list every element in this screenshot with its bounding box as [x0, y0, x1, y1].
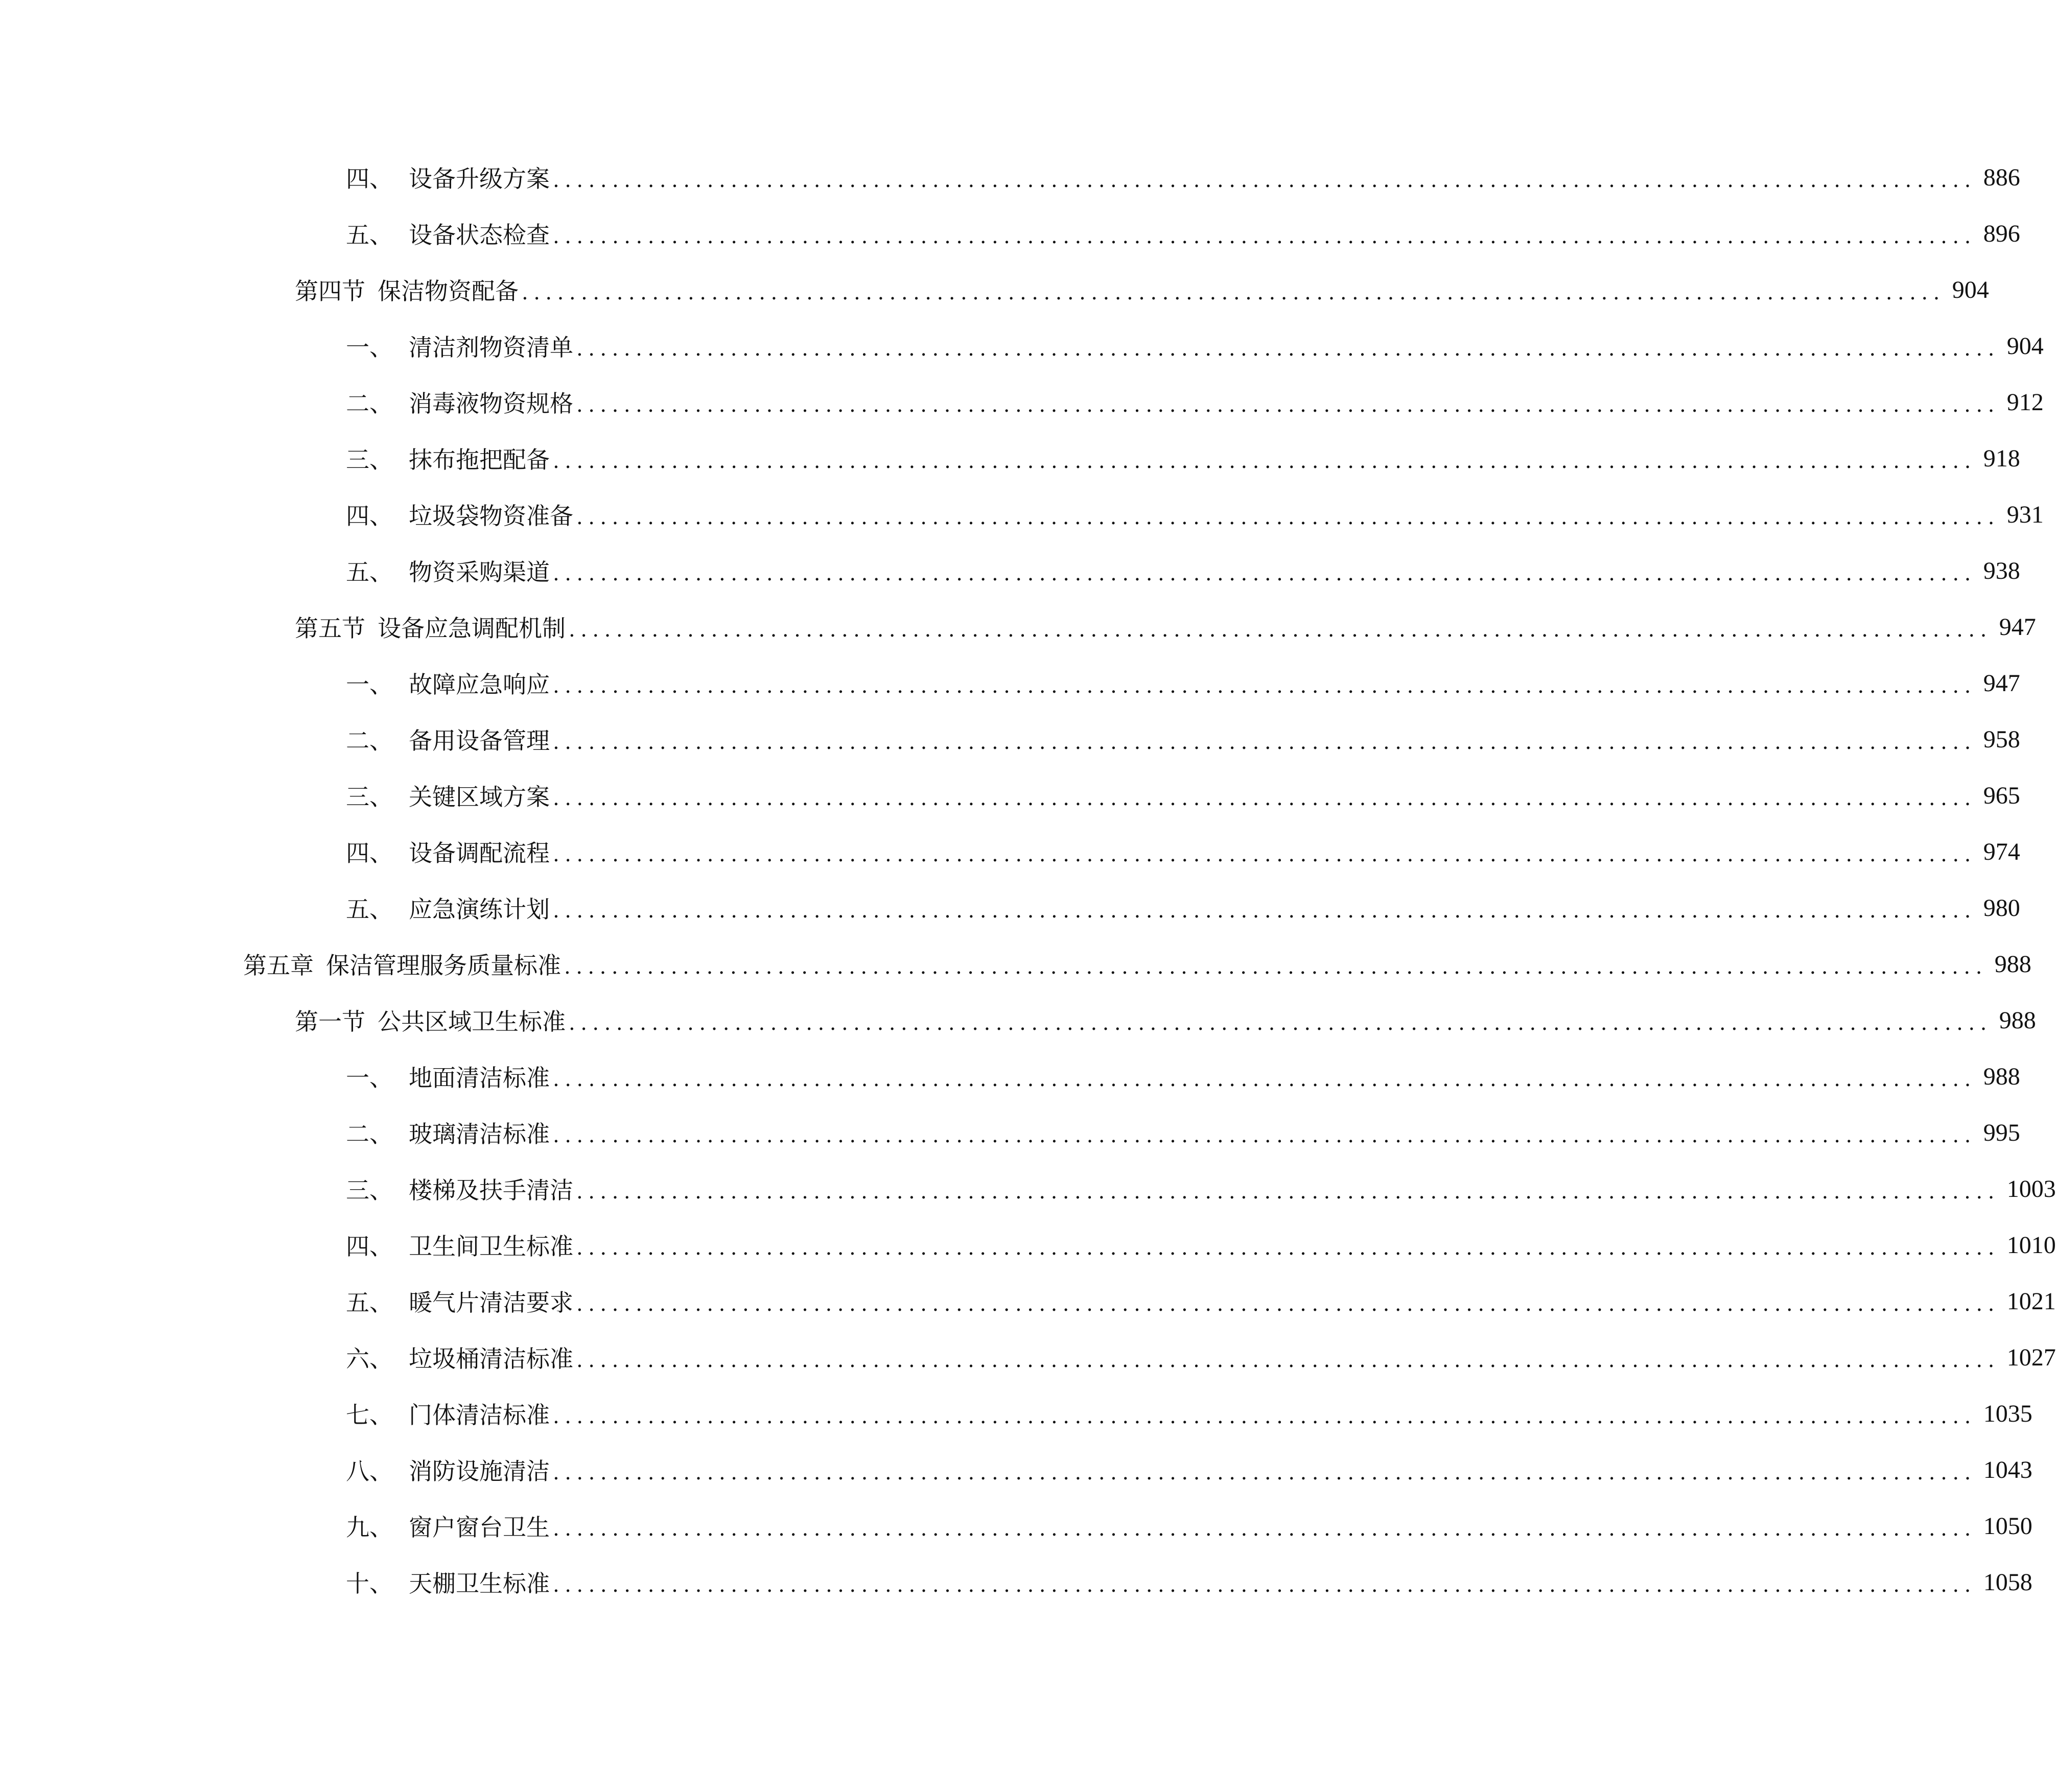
toc-entry-heading — [346, 666, 550, 700]
toc-entry-heading — [346, 385, 573, 419]
toc-entry-page: 886 — [1983, 163, 2020, 191]
toc-entry-page: 1058 — [1983, 1568, 2032, 1596]
toc-entry-heading — [346, 1284, 573, 1318]
toc-entry-number: 六、 — [346, 1345, 393, 1373]
toc-entry-title: 保洁管理服务质量标准 — [326, 952, 561, 979]
toc-entry-number: 七、 — [346, 1401, 393, 1429]
toc-entry-page: 1010 — [2006, 1231, 2056, 1259]
toc-entry-heading — [346, 835, 550, 868]
toc-entry[interactable] — [0, 880, 2020, 936]
toc-entry-title: 备用设备管理 — [409, 727, 550, 754]
toc-entry-number: 一、 — [346, 334, 393, 361]
toc-entry-heading — [346, 1172, 573, 1206]
toc-entry-heading — [346, 160, 550, 194]
toc-entry-heading — [295, 273, 519, 306]
toc-entry-title: 暖气片清洁要求 — [409, 1289, 573, 1316]
toc-entry-number: 二、 — [346, 1120, 393, 1148]
toc-entry-title: 玻璃清洁标准 — [409, 1120, 550, 1148]
toc-entry[interactable] — [0, 1104, 2020, 1161]
toc-entry-page: 988 — [1999, 1006, 2036, 1034]
toc-entry-page: 988 — [1994, 950, 2031, 978]
dot-leader: ........................................................................................................................ — [553, 225, 1976, 248]
toc-entry-heading — [346, 441, 550, 475]
toc-entry-title: 消毒液物资规格 — [409, 390, 573, 417]
toc-entry-page: 896 — [1983, 220, 2020, 247]
toc-entry-number: 五、 — [346, 221, 393, 249]
toc-entry[interactable] — [0, 1442, 2032, 1498]
toc-entry-title: 消防设施清洁 — [409, 1457, 550, 1485]
toc-entry-number: 第五章 — [243, 952, 314, 979]
toc-entry-heading — [346, 217, 550, 250]
toc-entry[interactable] — [0, 1554, 2032, 1610]
toc-entry[interactable] — [0, 992, 2036, 1048]
toc-entry[interactable] — [0, 486, 2044, 543]
toc-entry-number: 四、 — [346, 839, 393, 867]
toc-entry-number: 第一节 — [295, 1008, 365, 1035]
toc-entry-heading — [346, 554, 550, 587]
toc-entry-title: 公共区域卫生标准 — [378, 1008, 566, 1035]
toc-entry-page: 947 — [1999, 613, 2036, 641]
toc-entry-page: 918 — [1983, 444, 2020, 472]
toc-entry-heading — [346, 1340, 573, 1374]
toc-entry-page: 904 — [1952, 276, 1989, 303]
dot-leader: ........................................................................................................................ — [553, 1068, 1976, 1091]
toc-entry[interactable] — [0, 374, 2044, 430]
toc-entry-title: 设备调配流程 — [409, 839, 550, 867]
toc-entry-title: 楼梯及扶手清洁 — [409, 1176, 573, 1204]
toc-entry-page: 1003 — [2006, 1175, 2056, 1202]
dot-leader: ........................................................................................................................ — [553, 562, 1976, 585]
toc-entry[interactable] — [0, 149, 2020, 205]
toc-entry-page: 974 — [1983, 838, 2020, 865]
toc-entry-number: 五、 — [346, 558, 393, 586]
dot-leader: ........................................................................................................................ — [576, 337, 2000, 361]
dot-leader: ........................................................................................................................ — [576, 1236, 2000, 1260]
toc-entry-page: 947 — [1983, 669, 2020, 697]
toc-entry-title: 门体清洁标准 — [409, 1401, 550, 1429]
toc-entry[interactable] — [0, 262, 1989, 318]
toc-entry-number: 第四节 — [295, 277, 365, 305]
toc-entry-number: 一、 — [346, 671, 393, 698]
toc-entry-title: 关键区域方案 — [409, 783, 550, 811]
toc-entry-heading — [346, 779, 550, 812]
toc-entry-title: 保洁物资配备 — [378, 277, 519, 305]
dot-leader: ........................................................................................................................ — [576, 506, 2000, 529]
toc-entry-number: 三、 — [346, 1176, 393, 1204]
toc-entry-number: 三、 — [346, 783, 393, 811]
dot-leader: ........................................................................................................................ — [553, 674, 1976, 698]
toc-entry-heading — [346, 329, 573, 363]
toc-entry-number: 四、 — [346, 1233, 393, 1260]
toc-entry-title: 清洁剂物资清单 — [409, 334, 573, 361]
toc-entry-title: 垃圾袋物资准备 — [409, 502, 573, 530]
toc-entry-title: 卫生间卫生标准 — [409, 1233, 573, 1260]
toc-entry-number: 一、 — [346, 1064, 393, 1092]
toc-entry-number: 十、 — [346, 1570, 393, 1597]
toc-entry[interactable] — [0, 767, 2020, 823]
toc-entry-page: 931 — [2006, 501, 2044, 528]
toc-entry-heading — [346, 891, 550, 925]
toc-entry-heading — [346, 1397, 550, 1430]
table-of-contents — [0, 149, 2056, 1610]
dot-leader: ........................................................................................................................ — [553, 450, 1976, 473]
toc-entry-heading — [346, 1228, 573, 1262]
toc-entry-number: 第五节 — [295, 615, 365, 642]
dot-leader: ........................................................................................................................ — [576, 1180, 2000, 1204]
dot-leader: ........................................................................................................................ — [553, 1124, 1976, 1147]
toc-entry-heading — [346, 1116, 550, 1149]
toc-entry-heading — [346, 1059, 550, 1093]
toc-entry-title: 设备状态检查 — [409, 221, 550, 249]
dot-leader: ........................................................................................................................ — [553, 843, 1976, 866]
toc-entry-page: 938 — [1983, 557, 2020, 584]
toc-entry-page: 980 — [1983, 894, 2020, 922]
toc-entry[interactable] — [0, 711, 2020, 767]
toc-entry-page: 965 — [1983, 782, 2020, 809]
toc-entry-number: 三、 — [346, 446, 393, 474]
dot-leader: ........................................................................................................................ — [564, 955, 1988, 979]
toc-entry[interactable] — [0, 655, 2020, 711]
dot-leader: ........................................................................................................................ — [553, 787, 1976, 810]
toc-entry-heading — [295, 610, 566, 644]
toc-entry-title: 故障应急响应 — [409, 671, 550, 698]
toc-entry-number: 八、 — [346, 1457, 393, 1485]
toc-entry[interactable] — [0, 936, 2031, 992]
dot-leader: ........................................................................................................................ — [553, 1573, 1976, 1597]
toc-entry-title: 抹布拖把配备 — [409, 446, 550, 474]
toc-entry-number: 九、 — [346, 1514, 393, 1541]
toc-entry-heading — [346, 1509, 550, 1543]
toc-entry-number: 二、 — [346, 390, 393, 417]
dot-leader: ........................................................................................................................ — [576, 393, 2000, 417]
toc-entry-heading — [346, 1565, 550, 1599]
toc-entry-number: 四、 — [346, 502, 393, 530]
toc-entry[interactable] — [0, 1048, 2020, 1104]
toc-entry-page: 988 — [1983, 1063, 2020, 1090]
toc-entry-heading — [346, 498, 573, 531]
toc-entry[interactable] — [0, 430, 2020, 486]
dot-leader: ........................................................................................................................ — [576, 1349, 2000, 1372]
toc-entry-title: 物资采购渠道 — [409, 558, 550, 586]
toc-entry-number: 二、 — [346, 727, 393, 754]
dot-leader: ........................................................................................................................ — [569, 1011, 1992, 1035]
toc-entry-title: 垃圾桶清洁标准 — [409, 1345, 573, 1373]
toc-entry[interactable] — [0, 1273, 2056, 1329]
dot-leader: ........................................................................................................................ — [576, 1292, 2000, 1316]
toc-entry[interactable] — [0, 318, 2044, 374]
toc-entry[interactable] — [0, 543, 2020, 599]
toc-entry-page: 958 — [1983, 725, 2020, 753]
dot-leader: ........................................................................................................................ — [522, 281, 1945, 304]
toc-entry-page: 1043 — [1983, 1456, 2032, 1483]
toc-entry-page: 912 — [2006, 388, 2044, 416]
toc-entry[interactable] — [0, 205, 2020, 262]
toc-entry[interactable] — [0, 1217, 2056, 1273]
toc-entry-page: 995 — [1983, 1119, 2020, 1146]
dot-leader: ........................................................................................................................ — [553, 899, 1976, 923]
dot-leader: ........................................................................................................................ — [553, 1461, 1976, 1484]
dot-leader: ........................................................................................................................ — [553, 1405, 1976, 1428]
dot-leader: ........................................................................................................................ — [553, 169, 1976, 192]
toc-entry-title: 天棚卫生标准 — [409, 1570, 550, 1597]
toc-entry[interactable] — [0, 823, 2020, 880]
dot-leader: ........................................................................................................................ — [569, 618, 1992, 642]
toc-entry-number: 五、 — [346, 895, 393, 923]
toc-entry-number: 四、 — [346, 165, 393, 193]
toc-entry-heading — [346, 722, 550, 756]
toc-entry[interactable] — [0, 1498, 2032, 1554]
toc-entry-title: 地面清洁标准 — [409, 1064, 550, 1092]
toc-entry[interactable] — [0, 1385, 2032, 1442]
toc-entry-title: 设备应急调配机制 — [378, 615, 566, 642]
dot-leader: ........................................................................................................................ — [553, 1517, 1976, 1541]
toc-entry-heading — [346, 1453, 550, 1487]
toc-entry[interactable] — [0, 1329, 2056, 1385]
toc-entry-page: 1021 — [2006, 1287, 2056, 1315]
toc-entry-page: 1050 — [1983, 1512, 2032, 1540]
toc-entry-number: 五、 — [346, 1289, 393, 1316]
toc-entry-page: 1035 — [1983, 1400, 2032, 1427]
toc-entry[interactable] — [0, 599, 2036, 655]
toc-entry-title: 窗户窗台卫生 — [409, 1514, 550, 1541]
toc-entry-title: 设备升级方案 — [409, 165, 550, 193]
toc-entry-heading — [243, 947, 561, 981]
dot-leader: ........................................................................................................................ — [553, 730, 1976, 754]
toc-entry-title: 应急演练计划 — [409, 895, 550, 923]
toc-entry[interactable] — [0, 1161, 2056, 1217]
toc-entry-page: 1027 — [2006, 1343, 2056, 1371]
toc-entry-page: 904 — [2006, 332, 2044, 360]
toc-entry-heading — [295, 1003, 566, 1037]
